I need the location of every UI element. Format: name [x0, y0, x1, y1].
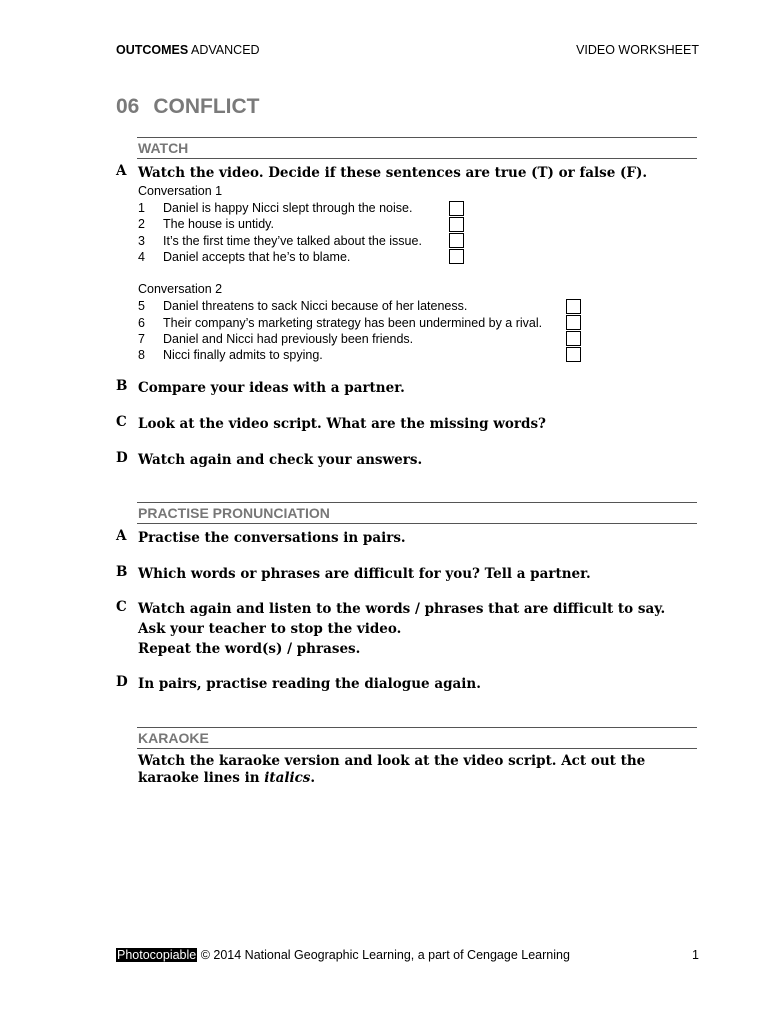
unit-number: 06 [116, 95, 140, 118]
answer-box[interactable] [566, 347, 581, 362]
answer-box[interactable] [449, 233, 464, 248]
section-heading: WATCH [138, 140, 189, 156]
question-text: Watch the video. Decide if these sentences are true (T) or false (F). [138, 165, 648, 181]
photocopiable-badge: Photocopiable [117, 948, 197, 962]
question-letter: A [116, 163, 127, 179]
question-letter: D [116, 674, 128, 690]
question-text: Look at the video script. What are the missing words? [138, 416, 546, 432]
series-title [116, 43, 260, 57]
document-type: VIDEO WORKSHEET [576, 43, 699, 57]
question-text: Watch again and check your answers. [138, 452, 423, 468]
pronunciation-section-header [137, 502, 697, 524]
instruction-italic: italics [264, 770, 311, 786]
watch-section-header [137, 137, 697, 159]
question-text-line-1: Watch again and listen to the words / phrases that are difficult to say. [138, 601, 666, 617]
page-number: 1 [692, 948, 699, 962]
section-heading: KARAOKE [138, 730, 209, 746]
question-text: Compare your ideas with a partner. [138, 380, 405, 396]
question-text: Practise the conversations in pairs. [138, 530, 406, 546]
answer-box[interactable] [449, 217, 464, 232]
conversation-1-label: Conversation 1 [138, 184, 223, 198]
answer-box[interactable] [566, 299, 581, 314]
conversation-2-label: Conversation 2 [138, 282, 223, 296]
question-letter: B [116, 378, 128, 394]
answer-box[interactable] [566, 315, 581, 330]
instruction-end: . [310, 770, 316, 786]
unit-title [116, 95, 260, 119]
unit-name: CONFLICT [153, 95, 260, 118]
question-letter: A [116, 528, 127, 544]
instruction-text [138, 753, 693, 787]
answer-box[interactable] [449, 201, 464, 216]
karaoke-section-header [137, 727, 697, 749]
footer [116, 948, 570, 962]
question-text-line-3: Repeat the word(s) / phrases. [138, 641, 361, 657]
question-letter: C [116, 599, 127, 615]
section-heading: PRACTISE PRONUNCIATION [138, 505, 330, 521]
question-letter: D [116, 450, 128, 466]
question-text: In pairs, practise reading the dialogue again. [138, 676, 481, 692]
question-letter: C [116, 414, 127, 430]
question-text-line-2: Ask your teacher to stop the video. [138, 621, 402, 637]
question-text: Which words or phrases are difficult for you? Tell a partner. [138, 566, 591, 582]
question-letter: B [116, 564, 128, 580]
series-name: OUTCOMES [116, 43, 189, 57]
answer-box[interactable] [449, 249, 464, 264]
instruction-main: Watch the karaoke version and look at the video script. Act out the karaoke lines in [138, 753, 646, 786]
series-level: ADVANCED [191, 43, 260, 57]
answer-box[interactable] [566, 331, 581, 346]
copyright-text: © 2014 National Geographic Learning, a part of Cengage Learning [200, 948, 570, 962]
